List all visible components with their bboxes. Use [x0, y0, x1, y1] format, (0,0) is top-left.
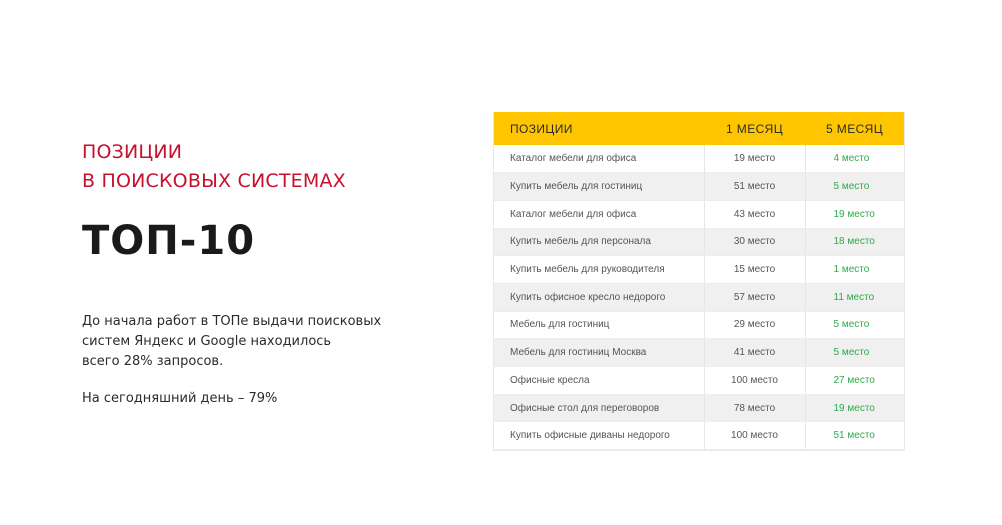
subtitle-line-2: В ПОИСКОВЫХ СИСТЕМАХ: [82, 170, 346, 192]
table-row: [494, 173, 904, 201]
table-row: [494, 283, 904, 311]
cell-month-5: 1 место: [805, 256, 904, 284]
subtitle-line-1: ПОЗИЦИИ: [82, 141, 183, 163]
cell-month-1: 29 место: [704, 311, 805, 339]
cell-month-1: 41 место: [704, 339, 805, 367]
cell-month-1: 51 место: [704, 173, 805, 201]
description-text: [82, 312, 402, 409]
cell-query: Купить офисные диваны недорого: [494, 422, 704, 450]
description-line-1: До начала работ в ТОПе выдачи поисковых: [82, 314, 382, 329]
table-row: [494, 367, 904, 395]
table-row: [494, 394, 904, 422]
cell-query: Купить мебель для руководителя: [494, 256, 704, 284]
cell-query: Каталог мебели для офиса: [494, 145, 704, 173]
cell-month-5: 27 место: [805, 367, 904, 395]
table-row: [494, 256, 904, 284]
cell-month-5: 51 место: [805, 422, 904, 450]
cell-month-5: 19 место: [805, 200, 904, 228]
table-row: [494, 339, 904, 367]
table-row: [494, 228, 904, 256]
header-month-1: 1 МЕСЯЦ: [725, 121, 784, 136]
cell-month-1: 100 место: [704, 422, 805, 450]
cell-month-5: 19 место: [805, 394, 904, 422]
cell-month-5: 18 место: [805, 228, 904, 256]
cell-month-5: 11 место: [805, 283, 904, 311]
description-today: На сегодняшний день – 79%: [82, 391, 278, 406]
section-subtitle: [82, 138, 442, 196]
cell-month-5: 4 место: [805, 145, 904, 173]
cell-query: Мебель для гостиниц Москва: [494, 339, 704, 367]
cell-query: Офисные кресла: [494, 367, 704, 395]
cell-month-5: 5 место: [805, 173, 904, 201]
cell-month-1: 100 место: [704, 367, 805, 395]
cell-query: Каталог мебели для офиса: [494, 200, 704, 228]
table-row: [494, 145, 904, 173]
cell-query: Купить мебель для гостиниц: [494, 173, 704, 201]
positions-table: [494, 112, 904, 450]
cell-month-5: 5 место: [805, 339, 904, 367]
cell-query: Мебель для гостиниц: [494, 311, 704, 339]
cell-query: Купить офисное кресло недорого: [494, 283, 704, 311]
table-row: [494, 311, 904, 339]
cell-month-1: 30 место: [704, 228, 805, 256]
header-month-5: 5 МЕСЯЦ: [825, 121, 884, 136]
cell-month-1: 43 место: [704, 200, 805, 228]
description-line-2: систем Яндекс и Google находилось: [82, 334, 332, 349]
cell-month-5: 5 место: [805, 311, 904, 339]
table-row: [494, 422, 904, 450]
cell-month-1: 78 место: [704, 394, 805, 422]
cell-month-1: 57 место: [704, 283, 805, 311]
page-headline: ТОП-10: [82, 218, 256, 264]
cell-query: Офисные стол для переговоров: [494, 394, 704, 422]
cell-month-1: 15 место: [704, 256, 805, 284]
description-line-3: всего 28% запросов.: [82, 354, 224, 369]
intro-block: [82, 138, 442, 265]
header-query: ПОЗИЦИИ: [510, 121, 573, 136]
positions-table-container: [493, 112, 905, 451]
cell-month-1: 19 место: [704, 145, 805, 173]
cell-query: Купить мебель для персонала: [494, 228, 704, 256]
table-header-row: [494, 112, 904, 145]
table-row: [494, 200, 904, 228]
